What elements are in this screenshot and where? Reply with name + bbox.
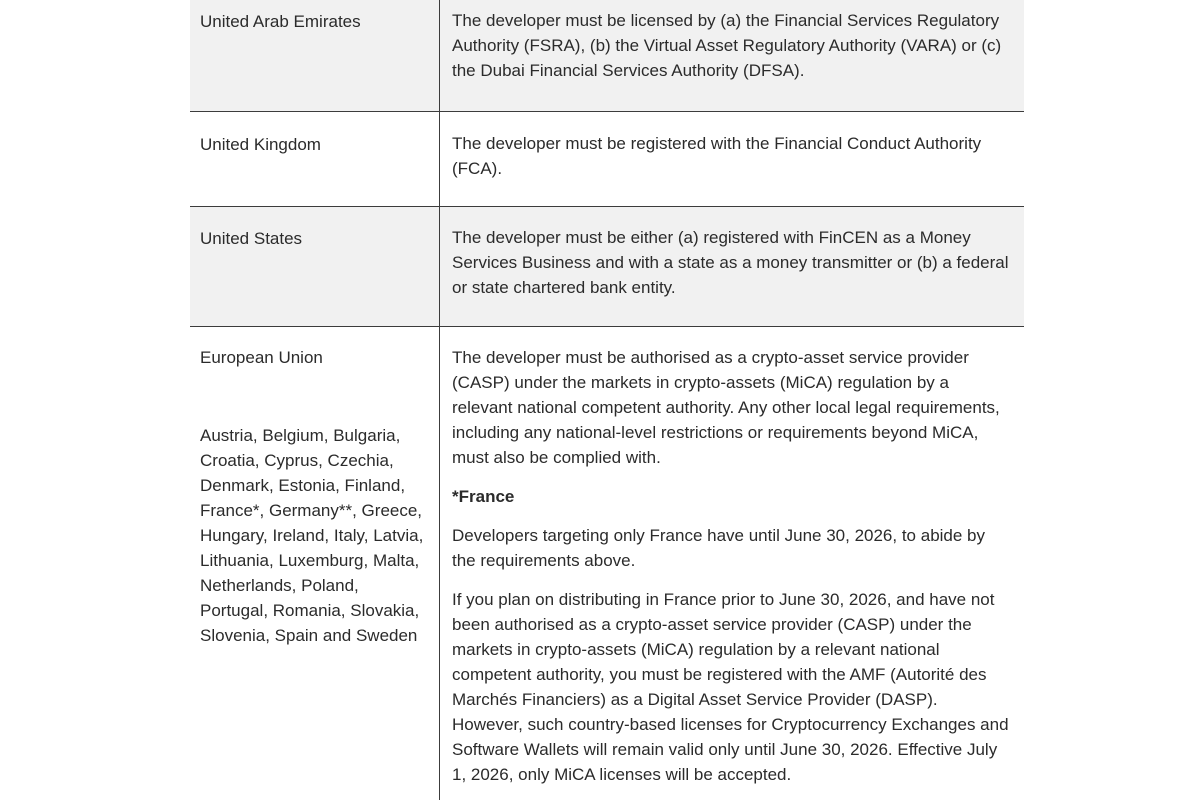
requirements-table <box>190 0 1024 800</box>
country-cell <box>190 0 440 111</box>
requirement-text: The developer must be registered with the Financial Conduct Authority (FCA). <box>452 134 982 178</box>
country-cell <box>190 327 440 800</box>
country-name: United Arab Emirates <box>200 12 361 31</box>
table-row-us <box>190 207 1024 327</box>
table-row-uae <box>190 0 1024 112</box>
eu-country-list: Austria, Belgium, Bulgaria, Croatia, Cyprus, Czechia, Denmark, Estonia, Finland, France*, Germany**, Greece, Hungary, Ireland, Italy, Latvia, Lithuania, Luxemburg, Malta, Netherlands, Poland, Portugal, Romania, Slovakia, Slovenia, Spain and Sweden <box>200 426 424 645</box>
country-name: European Union <box>200 348 323 367</box>
requirement-text: The developer must be authorised as a crypto-asset service provider (CASP) under the markets in crypto-assets (MiCA) regulation by a relevant national competent authority. Any other local legal requirements, including any national-level restrictions or requirements beyond MiCA, must also be complied with. <box>452 348 1000 467</box>
table-row-eu <box>190 327 1024 800</box>
table-row-uk <box>190 112 1024 207</box>
country-name: United Kingdom <box>200 135 321 154</box>
requirement-text: The developer must be either (a) registered with FinCEN as a Money Services Business and with a state as a money transmitter or (b) a federal or state chartered bank entity. <box>452 228 1009 297</box>
requirement-cell <box>440 207 1024 326</box>
france-deadline-text: Developers targeting only France have until June 30, 2026, to abide by the requirements above. <box>452 526 986 570</box>
requirement-cell <box>440 0 1024 111</box>
requirement-cell <box>440 112 1024 206</box>
france-heading: *France <box>452 487 515 506</box>
france-details-text: If you plan on distributing in France prior to June 30, 2026, and have not been authorised as a crypto-asset service provider (CASP) under the markets in crypto-assets (MiCA) regulation by a relevant national competent authority, you must be registered with the AMF (Autorité des Marchés Financiers) as a Digital Asset Service Provider (DASP). However, such country-based licenses for Cryptocurrency Exchanges and Software Wallets will remain valid only until June 30, 2026. Effective July 1, 2026, only MiCA licenses will be accepted. <box>452 590 1009 784</box>
requirement-cell <box>440 327 1024 800</box>
country-cell <box>190 112 440 206</box>
country-name: United States <box>200 229 303 248</box>
requirement-text: The developer must be licensed by (a) the Financial Services Regulatory Authority (FSRA), (b) the Virtual Asset Regulatory Authority (VARA) or (c) the Dubai Financial Services Authority (DFSA). <box>452 11 1002 80</box>
country-cell <box>190 207 440 326</box>
